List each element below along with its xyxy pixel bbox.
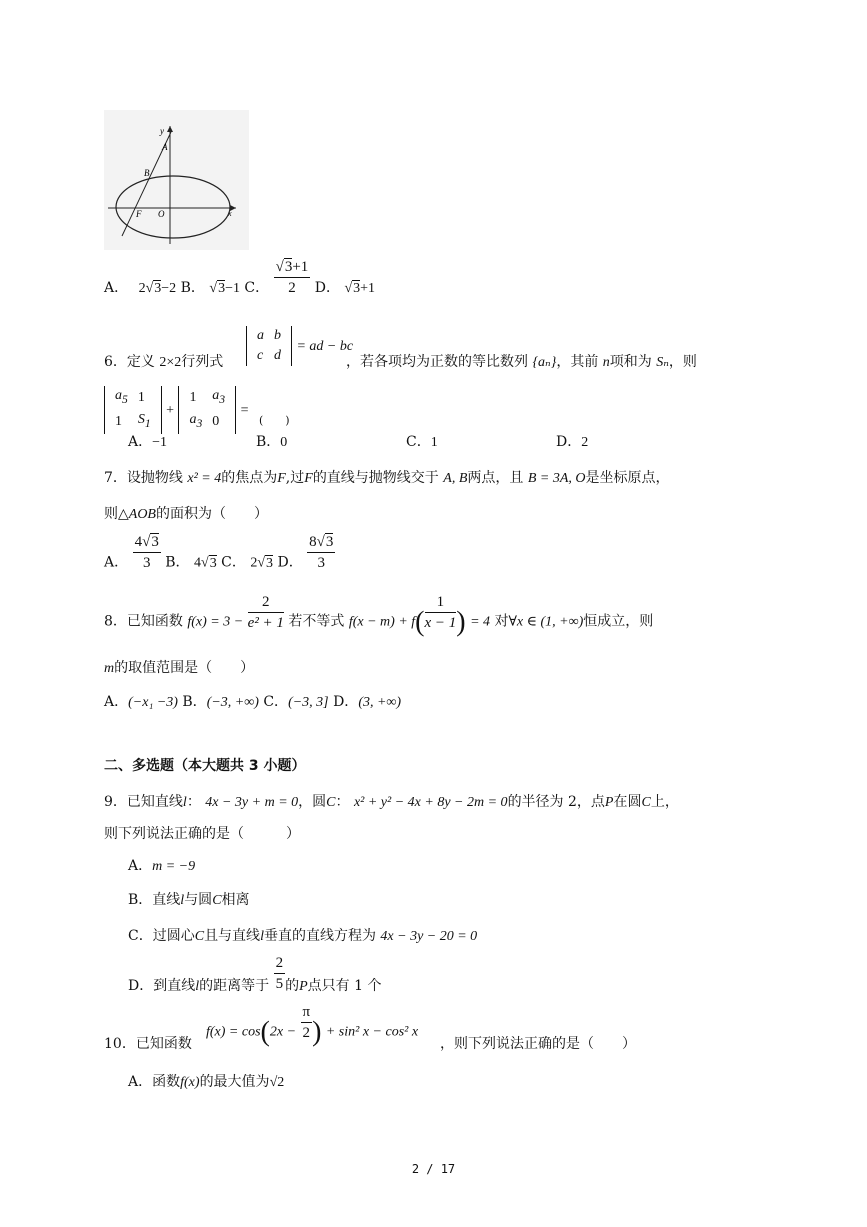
q6-text5: ，则 bbox=[668, 354, 697, 370]
q5-option-b-letter: B． bbox=[180, 280, 205, 296]
q6-sn: Sₙ bbox=[656, 355, 669, 370]
q9-option-a: A．m = −9 bbox=[128, 858, 196, 874]
q6-dim: 2×2 bbox=[159, 355, 182, 370]
label-a: A bbox=[162, 142, 168, 152]
q7-stem-2: 则△AOB的面积为（ ） bbox=[104, 506, 268, 522]
q6-seq: {aₙ} bbox=[532, 355, 557, 370]
q7-stem: 7．设抛物线 x² = 4的焦点为F,过F的直线与抛物线交于 A, B两点，且 B = 3A, O是坐标原点， bbox=[104, 470, 670, 486]
q6-option-c: C．1 bbox=[406, 434, 438, 450]
label-b: B bbox=[144, 168, 150, 178]
q6-tail: = bbox=[240, 402, 249, 418]
q6-text1: 行列式 bbox=[181, 354, 224, 370]
ellipse-figure bbox=[104, 110, 249, 250]
q6-option-d: D．2 bbox=[556, 434, 589, 450]
q6-stem bbox=[104, 352, 223, 373]
q9-option-b: B．直线l与圆C相离 bbox=[128, 892, 250, 908]
q6-option-b: B．0 bbox=[256, 434, 288, 450]
q8-options: A．(−x₁ −3) B．(−3, +∞) C．(−3, 3] D．(3, +∞) bbox=[104, 694, 402, 710]
label-y: y bbox=[160, 126, 164, 136]
q10-option-a: A．函数f(x)的最大值为√2 bbox=[128, 1074, 285, 1090]
q6-text4: 项和为 bbox=[609, 354, 652, 370]
q5-option-c-letter: C． bbox=[244, 280, 270, 296]
q5-option-d-letter: D． bbox=[314, 280, 340, 296]
q9-stem: 9．已知直线l： 4x − 3y + m = 0，圆C： x² + y² − 4x + 8y − 2m = 0的半径为 2，点P在圆C上， bbox=[104, 794, 679, 810]
q6-text3: ，其前 bbox=[556, 354, 599, 370]
q6-n: n bbox=[602, 355, 610, 370]
q9-stem-2: 则下列说法正确的是（ ） bbox=[104, 826, 300, 842]
q5-option-a-letter: A． bbox=[104, 280, 129, 296]
q6-stem-cont bbox=[346, 352, 697, 373]
q7-options: A． $\frac{4√3}{3}$ B． 4√3 C． 2√3 D． $\frac{8√3}{3}$ bbox=[104, 534, 334, 571]
q5-option-c-frac: $\frac{√3+1}{2}$ bbox=[275, 258, 309, 296]
q6-paren: ( ) bbox=[258, 413, 290, 427]
q8-stem-2: m的取值范围是（ ） bbox=[104, 660, 255, 676]
page-number: 2 / 17 bbox=[411, 1162, 456, 1176]
q6-determinant-def: a b c d = ad − bc bbox=[246, 326, 353, 366]
label-o: O bbox=[158, 209, 165, 219]
q5-options: A． 2√3−2 B． √3−1 C． $\frac{√3+1}{2}$ D． √3+1 bbox=[104, 258, 376, 296]
q6-num: 6．定义 bbox=[104, 354, 155, 370]
q8-stem: 8．已知函数 f(x) = 3 − $\frac{2}{\text{e² + 1}}$ 若不等式 f(x − m) + f( $\frac{1}{x - 1}$ ) = 4 对∀x ∈ (1, +∞)恒成立，则 bbox=[104, 594, 654, 638]
ellipse-diagram bbox=[104, 110, 249, 250]
section-2-heading: 二、多选题（本大题共 3 小题） bbox=[104, 758, 306, 774]
q10-function: f(x) = cos(2x − $\frac{\pi}{2}$ ) + sin² x − cos² x bbox=[206, 1004, 419, 1048]
label-x: x bbox=[228, 209, 232, 218]
q6-text2: ，若各项均为正数的等比数列 bbox=[346, 354, 528, 370]
label-f: F bbox=[136, 209, 142, 219]
q10-stem-cont: ，则下列说法正确的是（ ） bbox=[440, 1036, 636, 1052]
q9-option-c: C．过圆心C且与直线l垂直的直线方程为 4x − 3y − 20 = 0 bbox=[128, 928, 478, 944]
q9-option-d: D．到直线l的距离等于 $\frac{2}{5}$ 的P点只有 1 个 bbox=[128, 954, 382, 994]
q6-option-a: A．−1 bbox=[128, 434, 168, 450]
q6-formula: = ad − bc bbox=[296, 339, 354, 354]
q10-stem: 10．已知函数 bbox=[104, 1036, 192, 1052]
q6-expression: $a_5$ 1 1 $S_1$ + 1 $a_3$ $a_3$ 0 = $_{( )}$ bbox=[104, 386, 290, 434]
